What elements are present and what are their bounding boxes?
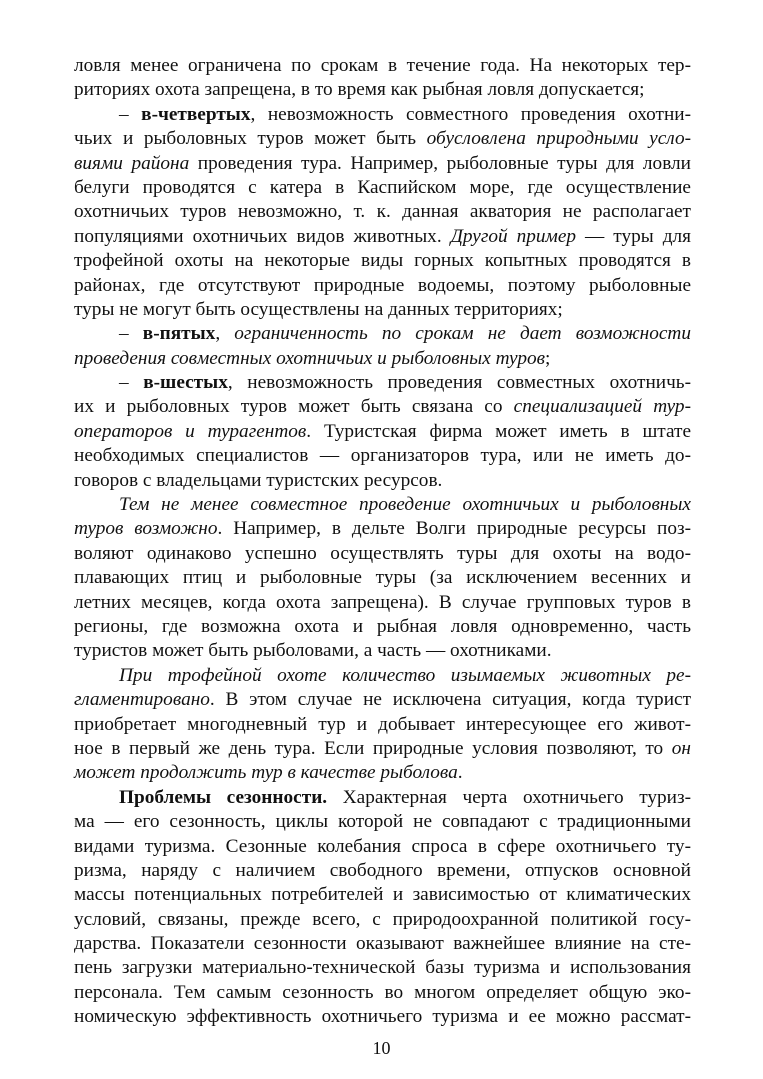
text-line xyxy=(74,78,691,102)
text-line xyxy=(74,420,691,444)
text-run: – xyxy=(119,372,144,394)
text-run: регионы, где возможна охота и рыбная ловля одновременно, часть xyxy=(74,615,691,637)
text-line xyxy=(74,688,691,712)
text-line xyxy=(74,956,691,980)
text-line xyxy=(74,1005,691,1029)
text-line xyxy=(74,395,691,419)
text-line xyxy=(74,298,691,322)
text-run: персонала. Тем самым сезонность во многом определяет общую эко- xyxy=(74,981,691,1003)
text-line xyxy=(74,664,691,688)
text-line xyxy=(74,908,691,932)
text-run: необходимых специалистов — организаторов тура, или не иметь до- xyxy=(74,445,691,467)
text-line xyxy=(74,200,691,224)
text-line xyxy=(74,932,691,956)
text-run: приобретает многодневный тур и добывает интересующее его живот- xyxy=(74,713,691,735)
text-line xyxy=(74,639,691,663)
text-run: пень загрузки материально-технической базы туризма и использования xyxy=(74,957,691,979)
text-line xyxy=(74,981,691,1005)
italic-text: он xyxy=(671,737,691,759)
text-run: риториях охота запрещена, в то время как рыбная ловля допускается; xyxy=(74,79,645,101)
paragraph xyxy=(74,103,691,323)
text-run: – xyxy=(119,103,142,125)
text-run: ловля менее ограничена по срокам в течение года. На некоторых тер- xyxy=(74,55,691,76)
text-run: их и рыболовных туров может быть связана со xyxy=(74,396,514,418)
text-line xyxy=(74,322,691,346)
text-run: . В этом случае не исключена ситуация, когда турист xyxy=(209,689,691,711)
text-line xyxy=(74,54,691,78)
text-run: ; xyxy=(545,347,551,369)
italic-text: гламентировано xyxy=(74,689,210,711)
text-run: туры не могут быть осуществлены на данных территориях; xyxy=(74,298,563,320)
bold-text: в-четвертых xyxy=(141,103,251,125)
text-run: , xyxy=(215,323,235,345)
paragraph xyxy=(74,322,691,371)
paragraph xyxy=(74,371,691,493)
italic-text: ограниченность по срокам не дает возможности xyxy=(234,323,691,345)
text-run: , невозможность проведения совместных охотничь- xyxy=(227,372,691,394)
text-line xyxy=(74,713,691,737)
text-run: Характерная черта охотничьего туриз- xyxy=(327,786,692,808)
italic-text: При трофейной охоте количество изымаемых животных ре- xyxy=(119,664,691,686)
paragraph xyxy=(74,786,691,1030)
text-run: районах, где отсутствуют природные водоемы, поэтому рыболовные xyxy=(74,274,691,296)
italic-text: проведения совместных охотничьих и рыболовных туров xyxy=(74,347,545,369)
text-line xyxy=(74,761,691,785)
text-run: ма — его сезонность, циклы которой не совпадают с традиционными xyxy=(74,811,691,833)
text-run: — туры для xyxy=(576,225,691,247)
text-line xyxy=(74,152,691,176)
bold-text: Проблемы сезонности. xyxy=(119,786,328,808)
text-line xyxy=(74,810,691,834)
text-line xyxy=(74,835,691,859)
text-line xyxy=(74,493,691,517)
text-line xyxy=(74,859,691,883)
text-run: чьих и рыболовных туров может быть xyxy=(74,128,427,150)
text-line xyxy=(74,591,691,615)
italic-text: Тем не менее совместное проведение охотничьих и рыболовных xyxy=(119,494,691,516)
paragraph xyxy=(74,54,691,103)
text-run: ризма, наряду с наличием свободного времени, отпусков основной xyxy=(74,859,691,881)
italic-text: виями района xyxy=(74,152,190,174)
paragraph xyxy=(74,664,691,786)
page-body xyxy=(74,54,691,1030)
text-run: . xyxy=(457,762,463,784)
text-line xyxy=(74,786,691,810)
text-line xyxy=(74,566,691,590)
text-line xyxy=(74,542,691,566)
text-line xyxy=(74,347,691,371)
text-run: видами туризма. Сезонные колебания спроса в сфере охотничьего ту- xyxy=(74,835,691,857)
italic-text: операторов и турагентов xyxy=(74,420,307,442)
text-run: проведения тура. Например, рыболовные туры для ловли xyxy=(189,152,691,174)
paragraph xyxy=(74,493,691,664)
text-run: ное в первый же день тура. Если природные условия позволяют, то xyxy=(74,737,672,759)
text-line xyxy=(74,615,691,639)
text-run: охотничьих туров невозможно, т. к. данная акватория не располагает xyxy=(74,201,691,223)
text-line xyxy=(74,249,691,273)
text-run: , невозможность совместного проведения охотни- xyxy=(250,103,692,125)
italic-text: туров возможно xyxy=(74,518,218,540)
text-run: номическую эффективность охотничьего туризма и ее можно рассмат- xyxy=(74,1006,691,1028)
text-line xyxy=(74,225,691,249)
text-line xyxy=(74,274,691,298)
text-line xyxy=(74,176,691,200)
text-run: массы потенциальных потребителей и зависимостью от климатических xyxy=(74,884,691,906)
text-run: плавающих птиц и рыболовные туры (за исключением весенних и xyxy=(74,567,691,589)
text-run: . Например, в дельте Волги природные ресурсы поз- xyxy=(217,518,692,540)
italic-text: может продолжить тур в качестве рыболова xyxy=(74,762,458,784)
text-run: летних месяцев, когда охота запрещена). В случае групповых туров в xyxy=(74,591,691,613)
text-run: трофейной охоты на некоторые виды горных копытных проводятся в xyxy=(74,250,691,272)
text-run: белуги проводятся с катера в Каспийском море, где осуществление xyxy=(74,176,691,198)
italic-text: специализацией тур- xyxy=(513,396,691,418)
text-run: условий, связаны, прежде всего, с природоохранной политикой госу- xyxy=(74,908,691,930)
text-run: – xyxy=(119,323,143,345)
italic-text: Другой пример xyxy=(450,225,577,247)
text-run: туристов может быть рыболовами, а часть — охотниками. xyxy=(74,640,552,662)
text-line xyxy=(74,103,691,127)
text-line xyxy=(74,883,691,907)
italic-text: обусловлена природными усло- xyxy=(426,128,692,150)
text-line xyxy=(74,127,691,151)
text-line xyxy=(74,469,691,493)
text-line xyxy=(74,444,691,468)
text-run: говоров с владельцами туристских ресурсов. xyxy=(74,469,443,491)
bold-text: в-пятых xyxy=(142,323,216,345)
text-line xyxy=(74,737,691,761)
text-line xyxy=(74,517,691,541)
page-number: 10 xyxy=(372,1038,391,1058)
text-run: дарства. Показатели сезонности оказывают важнейшее влияние на сте- xyxy=(74,933,691,955)
text-run: популяциями охотничьих видов животных. xyxy=(74,225,451,247)
text-run: . Туристская фирма может иметь в штате xyxy=(306,420,692,442)
bold-text: в-шестых xyxy=(143,372,228,394)
text-line xyxy=(74,371,691,395)
text-run: воляют одинаково успешно осуществлять туры для охоты на водо- xyxy=(74,542,691,564)
